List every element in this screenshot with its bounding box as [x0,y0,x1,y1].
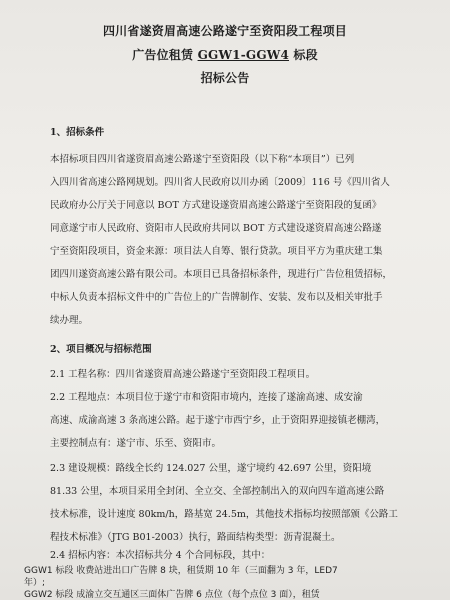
title-prefix: 广告位租赁 [132,48,198,62]
s2-line-1: 2.1 工程名称：四川省遂资眉高速公路遂宁至资阳段工程项目。 [50,369,316,380]
s1-line-5: 宁至资阳段项目，资金来源：项目法人自筹、银行贷款。项目平方为重庆建工集 [50,246,383,257]
title-suffix: 标段 [289,48,318,62]
s1-line-7: 中标人负责本招标文件中的广告位上的广告牌制作、安装、发布以及相关审批手 [50,292,383,303]
title-bid-code: GGW1-GGW4 [197,48,290,62]
s2-line-9: 2.4 招标内容：本次招标共分 4 个合同标段，其中： [50,550,271,561]
doc-title-line3: 招标公告 [200,71,250,85]
s1-line-8: 续办理。 [50,315,89,326]
s1-line-6: 团四川遂资高速公路有限公司。本项目已具备招标条件，现进行广告位租赁招标， [50,269,393,280]
s1-line-1: 本招标项目四川省遂资眉高速公路遂宁至资阳段（以下称“本项目”）已列 [50,154,355,165]
s2-line-7: 技术标准，设计速度 80km/h，路基宽 24.5m，其他技术指标均按照部颁《公路工 [50,509,398,520]
s2-line-6: 81.33 公里，本项目采用全封闭、全立交、全部控制出入的双向四车道高速公路 [50,486,385,497]
s2-line-3: 高速、成渝高速 3 条高速公路。起于遂宁市西宁乡，止于资阳界迎接镇老棚湾， [50,415,386,426]
doc-title-line1: 四川省遂资眉高速公路遂宁至资阳段工程项目 [102,24,347,38]
s1-line-4: 同意遂宁市人民政府、资阳市人民政府共同以 BOT 方式建设遂资眉高速公路遂 [50,223,382,234]
s1-line-3: 民政府办公厅关于同意以 BOT 方式建设遂资眉高速公路遂宁至资阳段的复函》 [50,200,382,211]
s2-line-8: 程技术标准》（JTG B01-2003）执行，路面结构类型：沥青混凝土。 [50,532,341,543]
section2-heading: 2、项目概况与招标范围 [50,344,152,355]
s2-line-5: 2.3 建设规模：路线全长约 124.027 公里，遂宁境约 42.697 公里，资阳境 [50,463,372,474]
ggw2-line: GGW2 标段 成渝立交互通区三面体广告牌 6 点位（每个点位 3 面），租赁 [24,590,320,600]
ggw1-line-2: 年）; [24,578,46,588]
s2-line-4: 主要控制点有：遂宁市、乐至、资阳市。 [50,438,222,449]
ggw1-line-1: GGW1 标段 收费站进出口广告牌 8 块，租赁期 10 年（三面翻为 3 年，LED7 [24,566,338,576]
s1-line-2: 入四川省高速公路网规划。四川省人民政府以川办函〔2009〕116 号《四川省人 [50,177,390,188]
s2-line-2: 2.2 工程地点：本项目位于遂宁市和资阳市境内，连接了遂渝高速、成安渝 [50,392,363,403]
section1-heading: 1、招标条件 [50,127,105,138]
doc-title-line2 [0,46,450,63]
